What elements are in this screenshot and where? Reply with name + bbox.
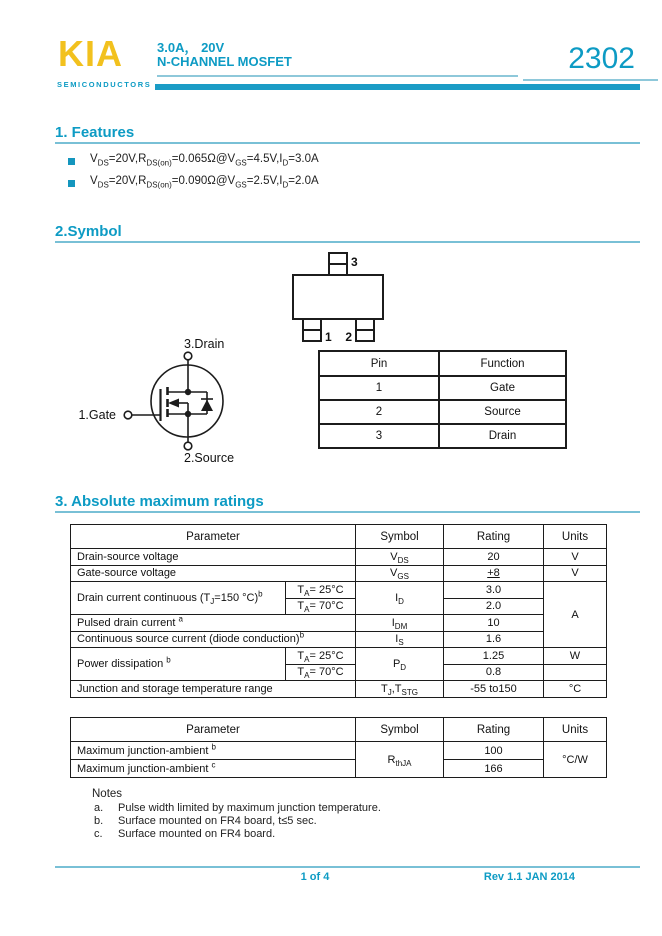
table-row (319, 351, 566, 376)
header-rule-left (157, 75, 518, 77)
header-parameter: Parameter (71, 718, 356, 742)
pin-header-cell: Pin (319, 351, 439, 376)
note-label: c. (94, 828, 103, 840)
footer-rule (55, 866, 640, 868)
feature-item: $V_{DS}=20V,R_{DS(on)}=0.090\Omega@V_{GS}=2.5V,I_D=2.0A$ (90, 175, 319, 190)
header-symbol: Symbol (356, 718, 444, 742)
cell-rating: 1.25 (444, 648, 544, 665)
cell-param: Junction and storage temperature range (71, 681, 356, 698)
header-rating: Rating (444, 525, 544, 549)
cell-symbol: $P_D$ (356, 648, 444, 681)
cell-symbol: $I_D$ (356, 582, 444, 615)
function-cell: Source (439, 400, 566, 424)
function-header-cell: Function (439, 351, 566, 376)
cell-param: Power dissipation $^b$ (71, 648, 286, 681)
part-number: 2302 (568, 42, 635, 75)
sot23-package-drawing (285, 250, 395, 345)
cell-condition: $T_A= 25^\circ C$ (286, 582, 356, 599)
product-spec-line: 3.0A， 20V (157, 40, 225, 55)
header-bar (155, 84, 640, 90)
bullet-icon (68, 158, 75, 165)
ratings-rule (55, 511, 640, 513)
table-row (71, 615, 607, 632)
feature-item: $V_{DS}=20V,R_{DS(on)}=0.065\Omega@V_{GS}=4.5V,I_D=3.0A$ (90, 153, 319, 168)
note-text: Pulse width limited by maximum junction temperature. (118, 802, 381, 814)
pin-function-table (318, 350, 567, 449)
cell-condition: $T_A= 25^\circ C$ (286, 648, 356, 665)
header-rating: Rating (444, 718, 544, 742)
package-pin1-label: 1 (325, 330, 332, 344)
cell-units: V (544, 549, 607, 566)
cell-symbol: $R_{thJA}$ (356, 742, 444, 778)
bullet-icon (68, 180, 75, 187)
package-pin2-label: 2 (345, 330, 352, 344)
table-row (71, 742, 607, 760)
cell-condition: $T_A= 70^\circ C$ (286, 598, 356, 615)
features-heading: 1. Features (55, 124, 135, 141)
cell-param: Maximum junction-ambient $^b$ (71, 742, 356, 760)
cell-rating: 166 (444, 760, 544, 778)
table-row (71, 681, 607, 698)
revision-label: Rev 1.1 JAN 2014 (483, 871, 575, 883)
cell-param: Pulsed drain current $^a$ (71, 615, 356, 632)
cell-rating: -55 to150 (444, 681, 544, 698)
body-diode-icon (201, 400, 213, 412)
cell-symbol: $I_S$ (356, 631, 444, 648)
page-number: 1 of 4 (300, 871, 330, 883)
cell-units: W (544, 648, 607, 665)
header-units: Units (544, 718, 607, 742)
header-parameter: Parameter (71, 525, 356, 549)
table-row (71, 760, 607, 778)
cell-symbol: $V_{GS}$ (356, 565, 444, 582)
cell-symbol: $T_J,T_{STG}$ (356, 681, 444, 698)
note-text: Surface mounted on FR4 board. (118, 828, 276, 840)
cell-param: Continuous source current (diode conduction)$^b$ (71, 631, 356, 648)
cell-rating: 100 (444, 742, 544, 760)
thermal-table (70, 717, 607, 778)
note-label: b. (94, 815, 104, 827)
cell-rating: 2.0 (444, 598, 544, 615)
table-row (71, 549, 607, 566)
table-row (71, 718, 607, 742)
cell-units (544, 664, 607, 681)
cell-units: °C (544, 681, 607, 698)
package-pin3-label: 3 (351, 255, 358, 269)
mosfet-body-arrow (168, 399, 179, 408)
cell-rating: 20 (444, 549, 544, 566)
product-type-line: N-CHANNEL MOSFET (157, 54, 292, 69)
cell-condition: $T_A= 70^\circ C$ (286, 664, 356, 681)
cell-rating: 0.8 (444, 664, 544, 681)
pin-cell: 3 (319, 424, 439, 448)
drain-label: 3.Drain (184, 337, 225, 351)
header-symbol: Symbol (356, 525, 444, 549)
cell-symbol: $V_{DS}$ (356, 549, 444, 566)
kia-logo: KIA (58, 33, 123, 74)
table-row (71, 525, 607, 549)
cell-symbol: $I_{DM}$ (356, 615, 444, 632)
symbol-rule (55, 241, 640, 243)
note-text: Surface mounted on FR4 board, t≤5 sec. (118, 815, 317, 827)
cell-rating: 3.0 (444, 582, 544, 599)
notes-heading: Notes (92, 788, 123, 800)
table-row (71, 631, 607, 648)
cell-param: Gate-source voltage (71, 565, 356, 582)
cell-rating: 1.6 (444, 631, 544, 648)
note-label: a. (94, 802, 104, 814)
ratings-heading: 3. Absolute maximum ratings (55, 493, 264, 510)
gate-label: 1.Gate (78, 408, 116, 422)
pin-cell: 2 (319, 400, 439, 424)
header-units: Units (544, 525, 607, 549)
cell-rating: +8 (444, 565, 544, 582)
cell-param: Drain current continuous ($T_J=150$ °C)$^b$ (71, 582, 286, 615)
table-row (319, 424, 566, 448)
pin-cell: 1 (319, 376, 439, 400)
cell-units: A (544, 582, 607, 648)
symbol-heading: 2.Symbol (55, 223, 122, 240)
function-cell: Gate (439, 376, 566, 400)
header-rule-right (523, 79, 658, 81)
cell-param: Maximum junction-ambient $^c$ (71, 760, 356, 778)
source-label: 2.Source (184, 451, 235, 465)
table-row (319, 400, 566, 424)
mosfet-symbol-drawing (60, 335, 330, 475)
logo-subtitle: SEMICONDUCTORS (57, 80, 152, 89)
table-row (71, 582, 607, 599)
function-cell: Drain (439, 424, 566, 448)
table-row (71, 648, 607, 665)
table-row (71, 565, 607, 582)
table-row (319, 376, 566, 400)
features-rule (55, 142, 640, 144)
abs-max-ratings-table (70, 524, 607, 698)
cell-units: °C/W (544, 742, 607, 778)
cell-units: V (544, 565, 607, 582)
cell-param: Drain-source voltage (71, 549, 356, 566)
cell-rating: 10 (444, 615, 544, 632)
